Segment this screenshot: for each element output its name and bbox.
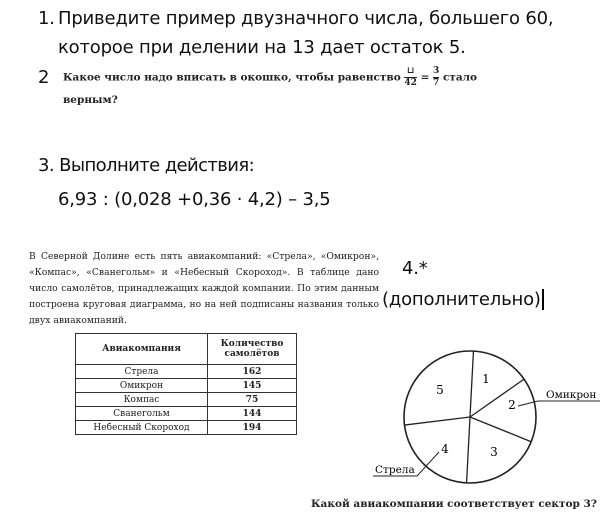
sector-label-3: 3 (490, 445, 498, 459)
q4-paragraph: В Северной Долине есть пять авиакомпаний: «Стрела», «Омикрон», «Компас», «Сванегольм» и «Небесный Скороход». В таблице дано число самолётов, принадлежащих каждой компании. По этим данным построена круговая диаграмма, но на ней подписаны названия только двух авиакомпаний. (29, 251, 379, 326)
q3-expression: 6,93 : (0,028 +0,36 · 4,2) – 3,5 (58, 189, 331, 210)
plane-count: 194 (208, 421, 297, 435)
sector-boundary (470, 379, 524, 417)
q2-text-end: стало (442, 71, 478, 84)
denominator-2: 7 (433, 78, 440, 88)
plane-count: 145 (208, 379, 297, 393)
sector-boundary (404, 417, 470, 425)
plane-count: 144 (208, 407, 297, 421)
header-count: Количество самолётов (208, 334, 297, 365)
q4-number: 4.* (402, 258, 428, 279)
equals-sign: = (420, 71, 430, 84)
q2-text-start: Какое число надо вписать в окошко, чтобы равенство (63, 71, 401, 84)
header-airline: Авиакомпания (76, 334, 208, 365)
airline-name: Стрела (76, 365, 208, 379)
q4-note: (дополнительно) (382, 289, 544, 310)
q1-number: 1. (38, 8, 55, 29)
sector-boundary (467, 417, 470, 483)
q2-line2: верным? (63, 94, 118, 106)
sector-label-2: 2 (508, 398, 516, 412)
plane-count: 75 (208, 393, 297, 407)
callout-strela: Стрела (375, 464, 415, 476)
sector-boundary (470, 417, 531, 442)
q3-title: 3. Выполните действия: (38, 155, 255, 176)
airline-name: Сванегольм (76, 407, 208, 421)
plane-count: 162 (208, 365, 297, 379)
q2-number: 2 (38, 67, 50, 88)
airline-name: Омикрон (76, 379, 208, 393)
denominator: 42 (404, 78, 417, 88)
q1-line1: Приведите пример двузначного числа, большего 60, (58, 8, 554, 29)
sector-label-5: 5 (436, 383, 444, 397)
answer-box: ⊔ (404, 66, 417, 78)
callout-omikron: Омикрон (546, 389, 597, 401)
q1-line2: которое при делении на 13 дает остаток 5. (58, 37, 466, 58)
sector-boundary (470, 351, 473, 417)
numerator: 3 (433, 66, 440, 76)
airline-name: Небесный Скороход (76, 421, 208, 435)
sector-label-1: 1 (482, 372, 490, 386)
airline-name: Компас (76, 393, 208, 407)
sector-label-4: 4 (441, 442, 449, 456)
q4-question: Какой авиакомпании соответствует сектор 3? (311, 498, 597, 510)
omikron-leader-line (518, 401, 600, 406)
